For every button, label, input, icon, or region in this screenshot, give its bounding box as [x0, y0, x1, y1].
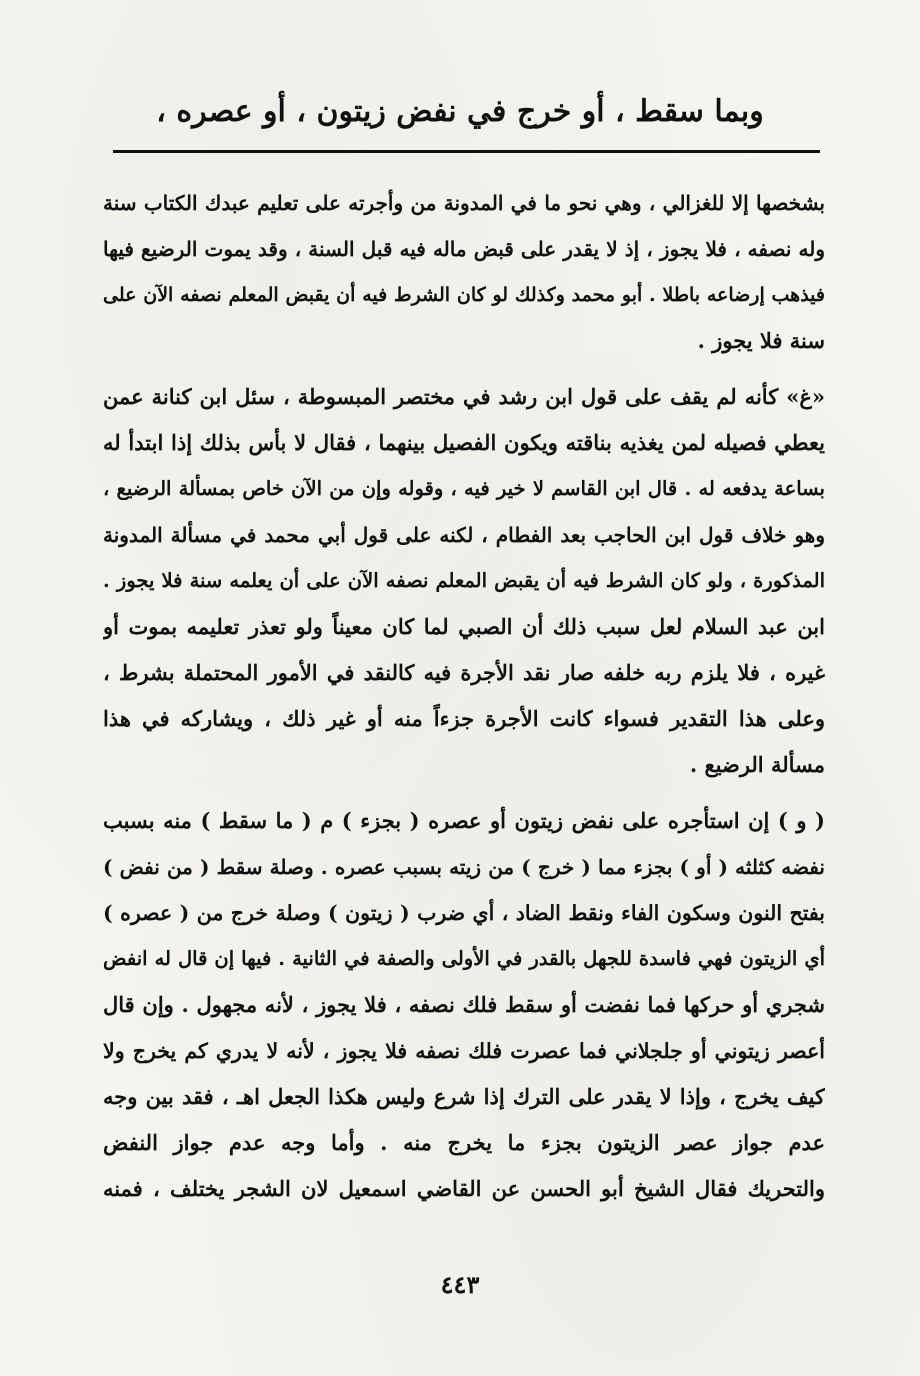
text-line: ( و ) إن استأجره على نفض زيتون أو عصره ( بجزء ) م ( ما سقط ) منه بسبب: [103, 808, 825, 833]
text-line: فيذهب إرضاعه باطلا . أبو محمد وكذلك لو كان الشرط فيه أن يقبض المعلم نصفه الآن على: [103, 284, 825, 306]
text-line: المذكورة ، ولو كان الشرط فيه أن يقبض المعلم نصفه الآن على أن يعلمه سنة فلا يجوز .: [103, 569, 825, 592]
text-line: سنة فلا يجوز .: [697, 328, 825, 353]
paragraph: [103, 374, 825, 788]
paragraph: [103, 798, 825, 1212]
text-line: شجري أو حركها فما نفضت أو سقط فلك نصفه ، فلا يجوز ، لأنه مجهول . وإن قال: [103, 992, 825, 1017]
text-line: أعصر زيتوني أو جلجلاني فما عصرت فلك نصفه فلا يجوز ، لأنه لا يدري كم يخرج ولا: [103, 1039, 825, 1063]
text-line: والتحريك فقال الشيخ أبو الحسن عن القاضي اسمعيل لان الشجر يختلف ، فمنه: [103, 1176, 825, 1201]
paragraph-gap: [103, 788, 825, 798]
text-line: وهو خلاف قول ابن الحاجب بعد الفطام ، لكنه على قول أبي محمد في مسألة المدونة: [103, 523, 825, 547]
heading-divider: [113, 150, 820, 153]
text-line: أي الزيتون فهي فاسدة للجهل بالقدر في الأولى والصفة في الثانية . فيها إن قال له انفض: [103, 947, 825, 970]
text-line: وله نصفه ، فلا يجوز ، إذ لا يقدر على قبض ماله فيه قبل السنة ، وقد يموت الرضيع فيها: [103, 237, 825, 261]
text-line: غيره ، فلا يلزم ربه خلفه صار نقد الأجرة فيه كالنقد في الأمور المحتملة بشرط ،: [103, 660, 825, 685]
text-line: بساعة يدفعه له . قال ابن القاسم لا خير فيه ، وقوله وإن من الآن خاص بمسألة الرضيع ،: [103, 477, 825, 500]
text-line: وعلى هذا التقدير فسواء كانت الأجرة جزءاً منه أو غير ذلك ، ويشاركه في هذا: [103, 706, 825, 731]
paragraph: [103, 180, 825, 364]
chapter-heading: وبما سقط ، أو خرج في نفض زيتون ، أو عصره ،: [156, 94, 764, 129]
text-line: يعطي فصيله لمن يغذيه بناقته ويكون الفصيل بينهما ، فقال لا بأس بذلك إذا ابتدأ له: [103, 430, 825, 455]
text-line: عدم جواز عصر الزيتون بجزء ما يخرج منه . وأما وجه عدم جواز النفض: [103, 1130, 825, 1155]
text-line: «غ» كأنه لم يقف على قول ابن رشد في مختصر المبسوطة ، سئل ابن كنانة عمن: [103, 384, 825, 409]
text-line: ابن عبد السلام لعل سبب ذلك أن الصبي لما كان معيناً ولو تعذر تعليمه بموت أو: [103, 614, 825, 639]
text-line: كيف يخرج ، وإذا لا يقدر على الترك إذا شرع وليس هكذا الجعل اهـ ، فقد بين وجه: [103, 1084, 825, 1109]
text-line: بفتح النون وسكون الفاء ونقط الضاد ، أي ضرب ( زيتون ) وصلة خرج من ( عصره ): [103, 901, 825, 925]
paragraph-gap: [103, 364, 825, 374]
body-text: [103, 180, 825, 1212]
text-line: نفضه كثلثه ( أو ) بجزء مما ( خرج ) من زيته بسبب عصره . وصلة سقط ( من نفض ): [103, 855, 825, 879]
page-number: ٤٤٣: [440, 1270, 480, 1299]
text-line: مسألة الرضيع .: [689, 752, 825, 777]
text-line: بشخصها إلا للغزالي ، وهي نحو ما في المدونة من وأجرته على تعليم عبدك الكتاب سنة: [103, 191, 825, 215]
